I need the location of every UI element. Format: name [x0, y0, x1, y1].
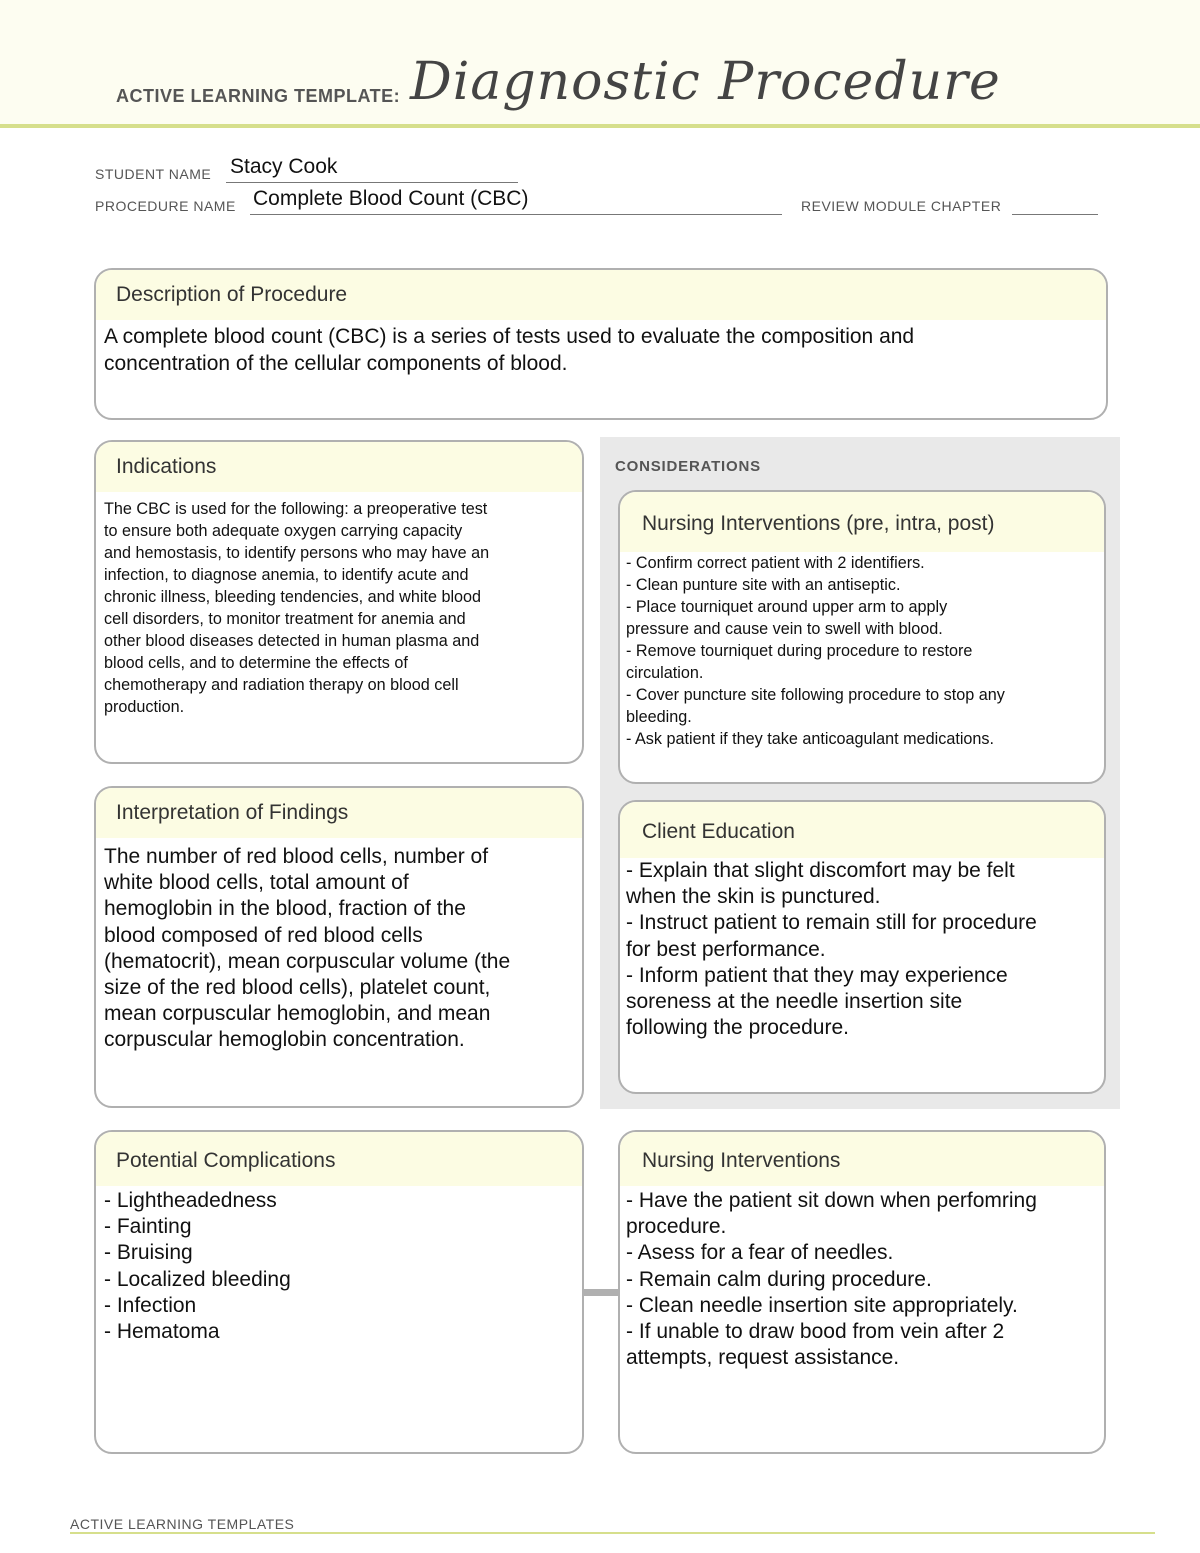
nursing-pre-line: - Remove tourniquet during procedure to restore [626, 642, 973, 660]
indications-line: chemotherapy and radiation therapy on blood cell [104, 676, 459, 694]
interpretation-line: blood composed of red blood cells [104, 923, 423, 947]
nursing-pre-line: - Ask patient if they take anticoagulant medications. [626, 730, 995, 748]
nursing-pre-body[interactable] [620, 552, 1104, 750]
interpretation-line: white blood cells, total amount of [104, 871, 409, 895]
nursing-line: procedure. [626, 1215, 727, 1239]
nursing-pre-title: Nursing Interventions (pre, intra, post) [620, 492, 1104, 552]
interpretation-box [94, 786, 584, 1108]
description-title: Description of Procedure [96, 270, 1106, 320]
nursing-title: Nursing Interventions [620, 1132, 1104, 1186]
indications-line: The CBC is used for the following: a preoperative test [104, 500, 488, 518]
client-education-title: Client Education [620, 802, 1104, 858]
interpretation-line: (hematocrit), mean corpuscular volume (the [104, 949, 511, 973]
indications-line: and hemostasis, to identify persons who may have an [104, 544, 490, 562]
review-module-underline[interactable] [1012, 214, 1098, 215]
student-name-label: STUDENT NAME [95, 166, 212, 182]
indications-line: blood cells, and to determine the effects of [104, 654, 408, 672]
box-connector [582, 1289, 622, 1296]
nursing-line: - Clean needle insertion site appropriately. [626, 1293, 1018, 1317]
indications-line: cell disorders, to monitor treatment for anemia and [104, 610, 466, 628]
procedure-name-value[interactable]: Complete Blood Count (CBC) [253, 187, 529, 210]
nursing-pre-line: - Place tourniquet around upper arm to apply [626, 598, 948, 616]
nursing-pre-line: circulation. [626, 664, 704, 682]
indications-line: infection, to diagnose anemia, to identify acute and [104, 566, 469, 584]
nursing-pre-line: bleeding. [626, 708, 692, 726]
indications-line: chronic illness, bleeding tendencies, and white blood [104, 588, 482, 606]
footer-label: ACTIVE LEARNING TEMPLATES [70, 1516, 295, 1532]
complications-line: - Infection [104, 1293, 197, 1317]
nursing-pre-line: - Cover puncture site following procedure to stop any [626, 686, 1005, 704]
description-line: concentration of the cellular components of blood. [104, 351, 568, 375]
complications-box [94, 1130, 584, 1454]
complications-line: - Bruising [104, 1241, 193, 1265]
interpretation-line: hemoglobin in the blood, fraction of the [104, 897, 466, 921]
nursing-pre-box [618, 490, 1106, 784]
nursing-line: attempts, request assistance. [626, 1346, 900, 1370]
client-education-line: - Explain that slight discomfort may be felt [626, 859, 1015, 882]
client-education-line: when the skin is punctured. [626, 885, 881, 909]
nursing-body[interactable] [620, 1186, 1104, 1371]
interpretation-line: corpuscular hemoglobin concentration. [104, 1028, 465, 1052]
indications-body[interactable] [96, 492, 582, 718]
nursing-line: - Asess for a fear of needles. [626, 1241, 894, 1265]
client-education-line: - Inform patient that they may experience [626, 963, 1008, 987]
page-title: Diagnostic Procedure [410, 52, 1001, 112]
interpretation-line: size of the red blood cells), platelet count, [104, 976, 491, 1000]
complications-title: Potential Complications [96, 1132, 582, 1186]
template-label: ACTIVE LEARNING TEMPLATE: [116, 86, 401, 106]
nursing-pre-line: pressure and cause vein to swell with blood. [626, 620, 943, 638]
description-line: A complete blood count (CBC) is a series of tests used to evaluate the composition and [104, 325, 915, 348]
description-box [94, 268, 1108, 420]
nursing-pre-line: - Confirm correct patient with 2 identifiers. [626, 554, 925, 572]
client-education-line: soreness at the needle insertion site [626, 990, 963, 1014]
header-divider [0, 124, 1200, 128]
indications-title: Indications [96, 442, 582, 492]
review-module-label: REVIEW MODULE CHAPTER [801, 198, 1002, 214]
indications-line: to ensure both adequate oxygen carrying capacity [104, 522, 463, 540]
complications-line: - Localized bleeding [104, 1267, 291, 1291]
complications-line: - Lightheadedness [104, 1189, 277, 1212]
client-education-line: following the procedure. [626, 1016, 849, 1040]
complications-line: - Fainting [104, 1215, 192, 1239]
footer-divider [70, 1532, 1155, 1534]
interpretation-line: mean corpuscular hemoglobin, and mean [104, 1002, 491, 1026]
description-body[interactable] [96, 320, 1106, 377]
client-education-box [618, 800, 1106, 1094]
complications-body[interactable] [96, 1186, 582, 1345]
student-name-underline [226, 182, 518, 183]
considerations-label: CONSIDERATIONS [615, 458, 761, 475]
indications-box [94, 440, 584, 764]
client-education-line: for best performance. [626, 937, 826, 961]
nursing-box [618, 1130, 1106, 1454]
indications-line: other blood diseases detected in human plasma and [104, 632, 480, 650]
nursing-line: - Remain calm during procedure. [626, 1267, 932, 1291]
student-name-value[interactable]: Stacy Cook [230, 155, 338, 178]
complications-line: - Hematoma [104, 1320, 220, 1344]
nursing-line: - Have the patient sit down when perfomring [626, 1189, 1037, 1212]
nursing-line: - If unable to draw bood from vein after 2 [626, 1320, 1005, 1344]
client-education-body[interactable] [620, 858, 1104, 1041]
nursing-pre-line: - Clean punture site with an antiseptic. [626, 576, 901, 594]
client-education-line: - Instruct patient to remain still for procedure [626, 911, 1037, 935]
indications-line: production. [104, 698, 185, 716]
procedure-name-underline [250, 214, 782, 215]
interpretation-title: Interpretation of Findings [96, 788, 582, 838]
interpretation-body[interactable] [96, 838, 582, 1054]
procedure-name-label: PROCEDURE NAME [95, 198, 236, 214]
interpretation-line: The number of red blood cells, number of [104, 845, 489, 868]
